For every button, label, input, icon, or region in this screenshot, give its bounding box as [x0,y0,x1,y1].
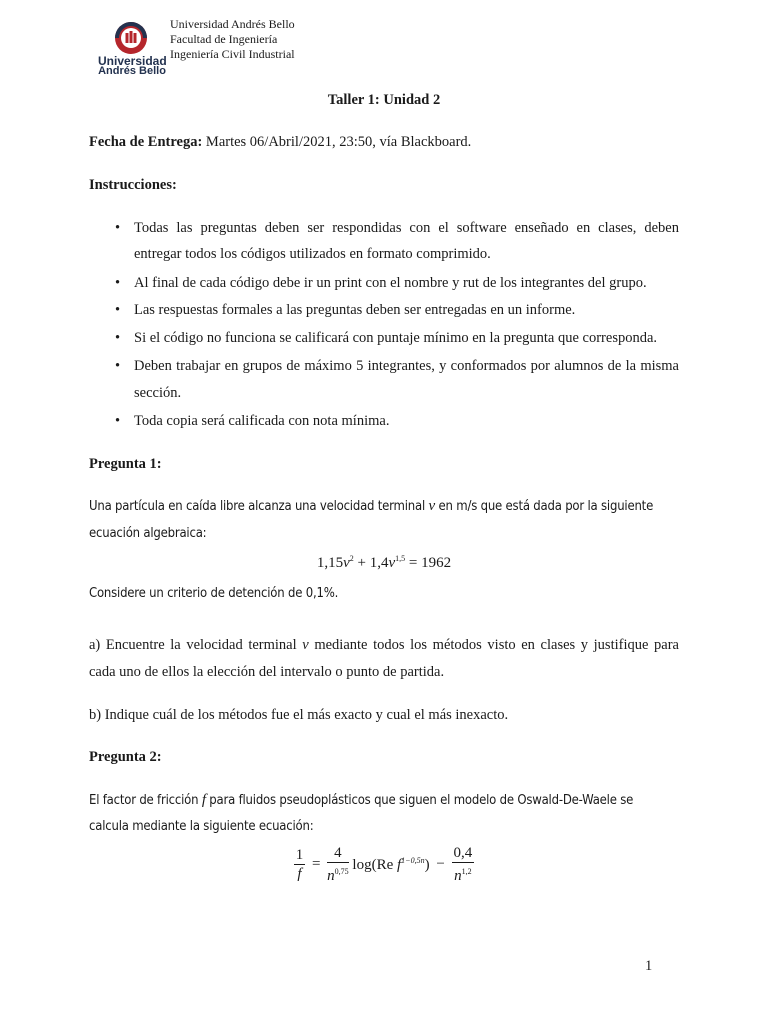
delivery-date [89,134,471,151]
question-2-text-line1 [89,792,679,809]
eq-log: log(Re [352,856,397,873]
instruction-line: Si el código no funciona se calificará con puntaje mínimo en la pregunta que corresponda. [134,330,658,346]
eq-exponent: 1,2 [461,867,472,876]
fraction-denominator: n [454,868,462,884]
instruction-line: sección. [134,385,182,401]
instruction-line: Al final de cada código debe ir un print con el nombre y rut de los integrantes del grupo. [134,275,647,291]
eq-rhs: = 1962 [405,555,452,571]
institution-name: Universidad Andrés Bello [170,17,295,31]
instruction-line: entregar todos los códigos utilizados en formato comprimido. [134,246,491,262]
eq-exponent: 1−0,5n [401,855,425,865]
logo-wordmark-line1: Universidad [98,54,167,68]
variable-v: v [428,498,436,514]
bullet: • [115,413,121,429]
instructions-heading: Instrucciones: [89,177,177,193]
variable-f: f [201,792,206,808]
fraction-denominator: f [297,866,302,882]
delivery-label: Fecha de Entrega: [89,134,203,150]
question-2-text-line2: calcula mediante la siguiente ecuación: [89,819,314,834]
eq-variable: v [388,555,396,571]
instruction-line: Toda copia será calificada con nota mínima. [134,413,390,429]
stopping-criterion: Considere un criterio de detención de 0,1%. [89,586,339,601]
bullet: • [115,302,121,318]
bullet: • [115,275,121,291]
faculty-name: Facultad de Ingeniería [170,32,278,46]
fraction-numerator: 4 [327,844,349,863]
eq-variable: f [397,856,402,873]
question-1-text-line2: ecuación algebraica: [89,526,207,541]
question-1-heading: Pregunta 1: [89,456,162,472]
equation-friction-factor [0,844,768,885]
question-1-text-line1 [89,498,679,515]
eq-term: + 1,4 [353,555,389,571]
bullet: • [115,330,121,346]
bullet: • [115,358,121,374]
instruction-line: Deben trabajar en grupos de máximo 5 integrantes, y conformados por alumnos de la misma [134,358,679,374]
fraction-numerator: 1 [295,847,304,863]
q1a-text-part: a) Encuentre la velocidad terminal [89,637,303,653]
logo-wordmark-line2: Andrés Bello [98,65,166,77]
eq-equals: = [311,856,321,872]
bullet: • [115,220,121,236]
eq-close: ) [424,856,430,873]
document-title: Taller 1: Unidad 2 [327,92,441,108]
q1-text-part: Una partícula en caída libre alcanza una velocidad terminal [89,499,429,514]
eq-exponent: 2 [349,554,354,563]
program-name: Ingeniería Civil Industrial [170,47,295,61]
eq-log-term [352,857,429,873]
variable-v: v [302,637,309,653]
instruction-line: Todas las preguntas deben ser respondidas con el software enseñado en clases, deben [134,220,679,236]
equation-terminal-velocity [0,554,768,572]
delivery-value: Martes 06/Abril/2021, 23:50, vía Blackboard. [205,134,472,150]
question-1a-line1 [89,637,679,654]
question-1b: b) Indique cuál de los métodos fue el más exacto y cual el más inexacto. [89,707,509,723]
fraction-rhs [452,844,475,885]
q1-text-part: en m/s que está dada por la siguiente [435,499,654,514]
eq-minus: − [436,856,445,872]
instruction-line: Las respuestas formales a las preguntas deben ser entregadas en un informe. [134,302,576,318]
fraction-denominator: n [327,868,335,884]
fraction-numerator: 0,4 [453,845,473,861]
page-number: 1 [645,958,653,974]
question-2-heading: Pregunta 2: [89,749,162,765]
fraction-lhs [294,846,306,883]
q2-text-part: El factor de fricción [89,793,202,808]
eq-coefficient: 1,15 [316,555,344,571]
question-1a-line2: cada uno de ellos la elección del intervalo o punto de partida. [89,664,445,680]
q2-text-part: para fluidos pseudoplásticos que siguen el modelo de Oswald-De-Waele se [205,793,634,808]
eq-exponent: 1,5 [395,554,406,563]
eq-variable: v [343,555,350,571]
fraction-coefficient [327,844,349,885]
eq-exponent: 0,75 [334,867,349,876]
q1a-text-part: mediante todos los métodos visto en clases y justifique para [308,637,679,653]
